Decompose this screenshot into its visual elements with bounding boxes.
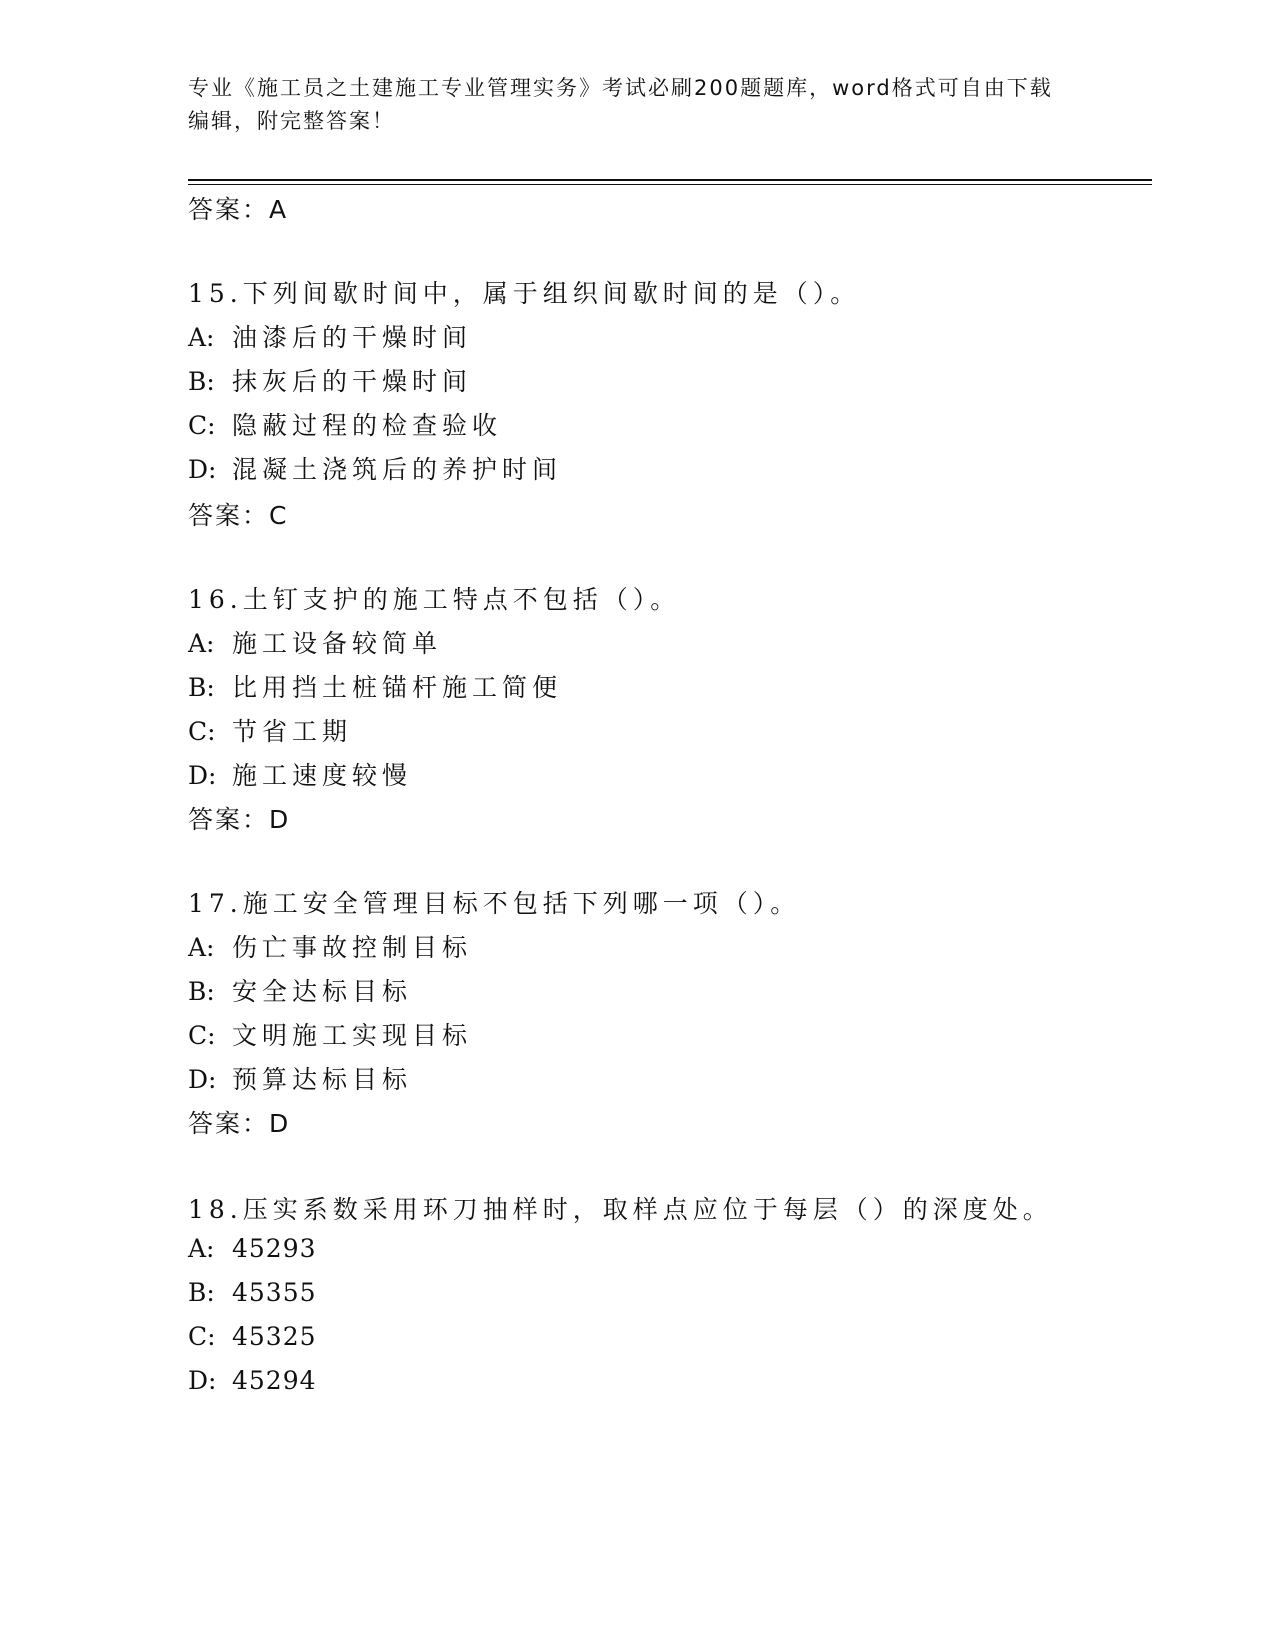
option-key: B: — [188, 367, 215, 396]
question-16-option-c — [188, 712, 352, 748]
option-text: 施工速度较慢 — [232, 761, 413, 790]
option-text: 文明施工实现目标 — [232, 1021, 473, 1050]
question-17-text: 17.施工安全管理目标不包括下列哪一项（）。 — [188, 889, 801, 918]
question-16-option-a — [188, 624, 442, 660]
question-18-option-c — [188, 1322, 317, 1351]
question-15-option-c — [188, 406, 502, 442]
option-key: A: — [188, 933, 215, 962]
header-divider-thick — [188, 179, 1152, 181]
option-text: 45355 — [232, 1278, 317, 1307]
option-key: B: — [188, 673, 215, 702]
answer-q14: 答案：A — [188, 195, 289, 224]
option-text: 比用挡土桩锚杆施工简便 — [232, 673, 563, 702]
question-16-text: 16.土钉支护的施工特点不包括（）。 — [188, 585, 681, 614]
option-text: 节省工期 — [232, 717, 353, 746]
option-text: 隐蔽过程的检查验收 — [232, 411, 503, 440]
question-15-text: 15.下列间歇时间中，属于组织间歇时间的是（）。 — [188, 279, 861, 308]
option-text: 预算达标目标 — [232, 1065, 413, 1094]
option-key: A: — [188, 1234, 215, 1263]
option-key: C: — [188, 1322, 216, 1351]
option-text: 45293 — [232, 1234, 317, 1263]
question-17-option-b — [188, 972, 412, 1008]
option-text: 施工设备较简单 — [232, 629, 443, 658]
question-18-option-a — [188, 1234, 317, 1263]
option-key: D: — [188, 1366, 217, 1395]
question-18-option-b — [188, 1278, 317, 1307]
question-17-option-d — [188, 1060, 412, 1096]
answer-q17: 答案：D — [188, 1109, 291, 1138]
option-key: A: — [188, 323, 215, 352]
question-15-option-d — [188, 450, 562, 486]
option-text: 45294 — [232, 1366, 317, 1395]
question-18-option-d — [188, 1366, 317, 1395]
document-header: 专业《施工员之土建施工专业管理实务》考试必刷200题题库，word格式可自由下载编辑，附完整答案！ — [188, 76, 1053, 133]
option-text: 混凝土浇筑后的养护时间 — [232, 455, 563, 484]
option-key: B: — [188, 1278, 215, 1307]
option-key: D: — [188, 1065, 217, 1094]
option-text: 45325 — [232, 1322, 317, 1351]
question-15-option-a — [188, 318, 472, 354]
option-text: 伤亡事故控制目标 — [232, 933, 473, 962]
option-key: B: — [188, 977, 215, 1006]
option-key: A: — [188, 629, 215, 658]
option-key: C: — [188, 717, 216, 746]
option-text: 油漆后的干燥时间 — [232, 323, 473, 352]
question-16-option-d — [188, 756, 412, 792]
option-key: D: — [188, 761, 217, 790]
option-key: C: — [188, 1021, 216, 1050]
answer-q16: 答案：D — [188, 805, 291, 834]
answer-q15: 答案：C — [188, 501, 289, 530]
option-key: D: — [188, 455, 217, 484]
question-16-option-b — [188, 668, 562, 704]
question-18-text: 18.压实系数采用环刀抽样时，取样点应位于每层（）的深度处。 — [188, 1195, 1053, 1224]
option-text: 抹灰后的干燥时间 — [232, 367, 473, 396]
option-text: 安全达标目标 — [232, 977, 413, 1006]
option-key: C: — [188, 411, 216, 440]
question-15-option-b — [188, 362, 472, 398]
question-17-option-a — [188, 928, 472, 964]
header-divider-thin — [188, 184, 1152, 185]
question-17-option-c — [188, 1016, 472, 1052]
